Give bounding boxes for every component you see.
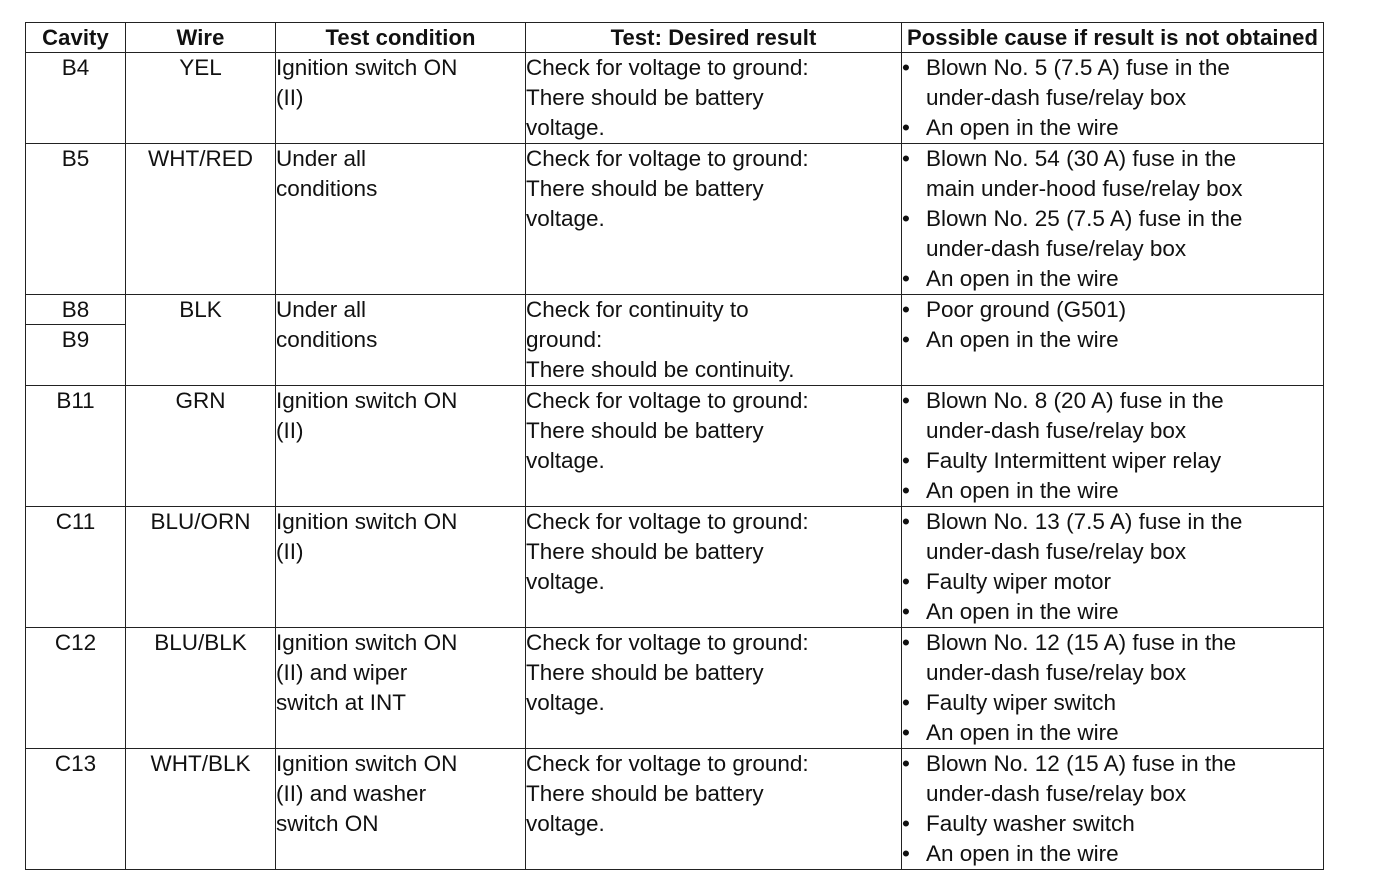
cause-text: Poor ground (G501)	[926, 297, 1127, 322]
wire-value: BLU/ORN	[126, 507, 276, 628]
possible-cause-cell	[902, 749, 1324, 870]
bullet-icon: •	[902, 448, 910, 473]
cause-text: Blown No. 12 (15 A) fuse in the under-dash fuse/relay box	[926, 751, 1237, 806]
wire-value: GRN	[126, 386, 276, 507]
header-row	[26, 23, 1324, 53]
possible-cause-cell	[902, 628, 1324, 749]
desired-result-value: Check for voltage to ground: There should be battery voltage.	[526, 144, 902, 295]
table-body	[26, 53, 1324, 870]
possible-cause-cell	[902, 386, 1324, 507]
wire-value: BLK	[126, 295, 276, 386]
cause-text: An open in the wire	[926, 327, 1119, 352]
cause-text: Blown No. 54 (30 A) fuse in the main under-hood fuse/relay box	[926, 146, 1243, 201]
cavity-value: B4	[26, 53, 126, 144]
cause-text: An open in the wire	[926, 720, 1119, 745]
wire-value: WHT/BLK	[126, 749, 276, 870]
wire-value: BLU/BLK	[126, 628, 276, 749]
bullet-icon: •	[902, 146, 910, 171]
cause-item	[902, 718, 1323, 748]
cause-item	[902, 809, 1323, 839]
cause-text: An open in the wire	[926, 115, 1119, 140]
cavity-value: B8	[26, 295, 125, 325]
cause-item	[902, 628, 1323, 688]
wire-value: WHT/RED	[126, 144, 276, 295]
desired-result-value: Check for voltage to ground: There should be battery voltage.	[526, 386, 902, 507]
table-row	[26, 295, 1324, 386]
cause-item	[902, 325, 1323, 355]
bullet-icon: •	[902, 841, 910, 866]
bullet-icon: •	[902, 720, 910, 745]
bullet-icon: •	[902, 206, 910, 231]
table-row	[26, 749, 1324, 870]
wire-value: YEL	[126, 53, 276, 144]
cause-text: An open in the wire	[926, 266, 1119, 291]
cause-text: An open in the wire	[926, 841, 1119, 866]
cause-text: Blown No. 5 (7.5 A) fuse in the under-dash fuse/relay box	[926, 55, 1230, 110]
cause-text: Blown No. 25 (7.5 A) fuse in the under-dash fuse/relay box	[926, 206, 1243, 261]
cause-item	[902, 567, 1323, 597]
cause-text: An open in the wire	[926, 478, 1119, 503]
bullet-icon: •	[902, 55, 910, 80]
cause-item	[902, 507, 1323, 567]
header-possible-cause: Possible cause if result is not obtained	[902, 23, 1324, 53]
bullet-icon: •	[902, 115, 910, 140]
table-row	[26, 53, 1324, 144]
cause-item	[902, 264, 1323, 294]
cavity-value-secondary: B9	[61, 327, 90, 352]
bullet-icon: •	[902, 811, 910, 836]
test-condition-value: Under all conditions	[276, 144, 526, 295]
cavity-cell	[26, 295, 126, 386]
table-row	[26, 144, 1324, 295]
cavity-value: B5	[26, 144, 126, 295]
bullet-icon: •	[902, 297, 910, 322]
cause-item	[902, 144, 1323, 204]
cause-item	[902, 53, 1323, 113]
cause-text: Blown No. 8 (20 A) fuse in the under-dash fuse/relay box	[926, 388, 1224, 443]
desired-result-value: Check for continuity to ground: There should be continuity.	[526, 295, 902, 386]
cause-text: Blown No. 12 (15 A) fuse in the under-dash fuse/relay box	[926, 630, 1237, 685]
test-condition-value: Ignition switch ON (II) and wiper switch at INT	[276, 628, 526, 749]
table-row	[26, 386, 1324, 507]
desired-result-value: Check for voltage to ground: There should be battery voltage.	[526, 749, 902, 870]
cause-item	[902, 386, 1323, 446]
cause-item	[902, 204, 1323, 264]
cause-item	[902, 446, 1323, 476]
test-condition-value: Ignition switch ON (II)	[276, 53, 526, 144]
bullet-icon: •	[902, 478, 910, 503]
bullet-icon: •	[902, 751, 910, 776]
test-condition-value: Ignition switch ON (II)	[276, 386, 526, 507]
desired-result-value: Check for voltage to ground: There should be battery voltage.	[526, 628, 902, 749]
cause-text: Faulty wiper switch	[926, 690, 1117, 715]
bullet-icon: •	[902, 266, 910, 291]
table-row	[26, 507, 1324, 628]
diagnostic-table	[25, 22, 1324, 870]
cavity-value: B11	[26, 386, 126, 507]
bullet-icon: •	[902, 327, 910, 352]
cause-item	[902, 113, 1323, 143]
cause-item	[902, 295, 1323, 325]
cause-item	[902, 749, 1323, 809]
test-condition-value: Ignition switch ON (II) and washer switch ON	[276, 749, 526, 870]
cause-text: Faulty washer switch	[926, 811, 1135, 836]
test-condition-value: Ignition switch ON (II)	[276, 507, 526, 628]
cavity-value: C12	[26, 628, 126, 749]
test-condition-value: Under all conditions	[276, 295, 526, 386]
bullet-icon: •	[902, 599, 910, 624]
table-row	[26, 628, 1324, 749]
cavity-value: C13	[26, 749, 126, 870]
possible-cause-cell	[902, 295, 1324, 386]
header-cavity: Cavity	[26, 23, 126, 53]
header-desired-result: Test: Desired result	[526, 23, 902, 53]
cause-text: An open in the wire	[926, 599, 1119, 624]
possible-cause-cell	[902, 507, 1324, 628]
cause-item	[902, 688, 1323, 718]
desired-result-value: Check for voltage to ground: There should be battery voltage.	[526, 53, 902, 144]
cause-text: Faulty wiper motor	[926, 569, 1112, 594]
bullet-icon: •	[902, 630, 910, 655]
possible-cause-cell	[902, 53, 1324, 144]
cause-item	[902, 839, 1323, 869]
desired-result-value: Check for voltage to ground: There should be battery voltage.	[526, 507, 902, 628]
cause-item	[902, 597, 1323, 627]
header-wire: Wire	[126, 23, 276, 53]
header-test-condition: Test condition	[276, 23, 526, 53]
cause-text: Faulty Intermittent wiper relay	[926, 448, 1222, 473]
cause-text: Blown No. 13 (7.5 A) fuse in the under-dash fuse/relay box	[926, 509, 1243, 564]
bullet-icon: •	[902, 569, 910, 594]
bullet-icon: •	[902, 509, 910, 534]
cavity-value: C11	[26, 507, 126, 628]
bullet-icon: •	[902, 690, 910, 715]
possible-cause-cell	[902, 144, 1324, 295]
bullet-icon: •	[902, 388, 910, 413]
cause-item	[902, 476, 1323, 506]
